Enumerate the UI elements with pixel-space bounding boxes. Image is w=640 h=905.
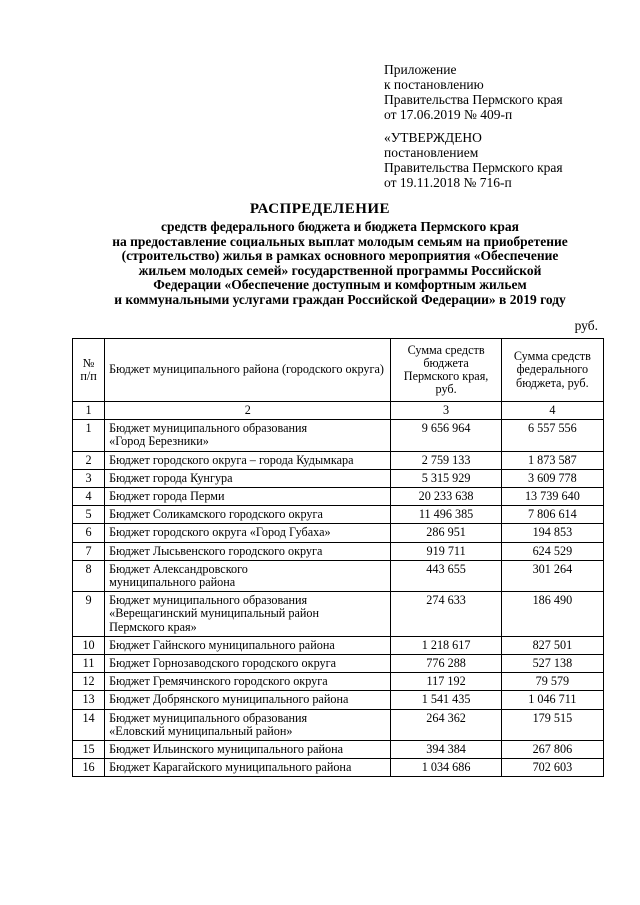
row-number: 5 [73,506,105,524]
budget-name-line: Бюджет Карагайского муниципального района [109,760,352,775]
approved-line: постановлением [384,145,479,160]
budget-name-line: Бюджет Соликамского городского округа [109,507,323,522]
index-cell: 1 [73,402,105,420]
table-index-row [73,402,604,420]
table-row [73,420,604,451]
budget-name-line: «Город Березники» [109,434,209,449]
budget-name-line: муниципального района [109,575,236,590]
table-row [73,560,604,591]
table-body [73,420,604,777]
row-budget-name [105,506,391,524]
row-budget-name [105,691,391,709]
budget-name-line: Бюджет Ильинского муниципального района [109,742,344,757]
table-row [73,542,604,560]
header-name: Бюджет муниципального района (городского округа) [105,339,391,402]
row-regional-amount: 5 315 929 [391,469,501,487]
row-federal-amount: 827 501 [501,636,603,654]
row-regional-amount: 1 218 617 [391,636,501,654]
row-regional-amount: 1 034 686 [391,759,501,777]
row-budget-name [105,673,391,691]
table-row [73,524,604,542]
row-regional-amount: 9 656 964 [391,420,501,451]
row-number: 9 [73,592,105,637]
row-regional-amount: 2 759 133 [391,451,501,469]
budget-name-line: Бюджет муниципального образования [109,421,308,436]
budget-name-line: Бюджет муниципального образования [109,710,308,725]
approved-line: Правительства Пермского края [384,160,563,175]
subtitle-line: (строительство) жилья в рамках основного мероприятия «Обеспечение [121,248,559,264]
table-row [73,488,604,506]
row-number: 16 [73,759,105,777]
row-number: 6 [73,524,105,542]
budget-name-line: Пермского края» [109,619,197,634]
row-budget-name [105,469,391,487]
row-budget-name [105,759,391,777]
row-federal-amount: 179 515 [501,709,603,740]
budget-name-line: Бюджет Лысьвенского городского округа [109,543,323,558]
row-number: 10 [73,636,105,654]
budget-name-line: Бюджет Горнозаводского городского округа [109,656,337,671]
subtitle-line: и коммунальными услугами граждан Российской Федерации» в 2019 году [114,291,566,307]
row-number: 1 [73,420,105,451]
row-number: 12 [73,673,105,691]
table-row [73,691,604,709]
row-budget-name [105,524,391,542]
header-federal: Сумма средств федерального бюджета, руб. [501,339,603,402]
row-regional-amount: 286 951 [391,524,501,542]
row-number: 3 [73,469,105,487]
annex-line: Приложение [384,62,457,77]
table-row [73,636,604,654]
approved-line: от 19.11.2018 № 716-п [384,175,512,190]
annex-line: Правительства Пермского края [384,92,563,107]
row-federal-amount: 267 806 [501,741,603,759]
row-regional-amount: 274 633 [391,592,501,637]
table-row [73,709,604,740]
row-number: 8 [73,560,105,591]
row-federal-amount: 1 873 587 [501,451,603,469]
budget-name-line: Бюджет Александровского [109,561,248,576]
row-regional-amount: 443 655 [391,560,501,591]
budget-name-line: «Еловский муниципальный район» [109,723,293,738]
index-cell: 2 [105,402,391,420]
budget-name-line: «Верещагинский муниципальный район [109,606,319,621]
row-federal-amount: 6 557 556 [501,420,603,451]
row-budget-name [105,636,391,654]
row-number: 14 [73,709,105,740]
row-budget-name [105,709,391,740]
row-budget-name [105,741,391,759]
row-federal-amount: 624 529 [501,542,603,560]
row-number: 13 [73,691,105,709]
row-budget-name [105,542,391,560]
table-row [73,469,604,487]
row-budget-name [105,560,391,591]
budget-name-line: Бюджет города Кунгура [109,470,233,485]
row-budget-name [105,655,391,673]
row-regional-amount: 20 233 638 [391,488,501,506]
distribution-table [72,338,604,777]
table-header-row [73,339,604,402]
annex-line: от 17.06.2019 № 409-п [384,107,513,122]
row-federal-amount: 3 609 778 [501,469,603,487]
row-regional-amount: 394 384 [391,741,501,759]
budget-name-line: Бюджет муниципального образования [109,593,308,608]
row-number: 4 [73,488,105,506]
row-federal-amount: 1 046 711 [501,691,603,709]
subtitle-line: жильем молодых семей» государственной программы Российской [138,262,542,278]
row-federal-amount: 186 490 [501,592,603,637]
row-federal-amount: 79 579 [501,673,603,691]
approved-line: «УТВЕРЖДЕНО [384,130,482,145]
budget-name-line: Бюджет города Перми [109,489,225,504]
row-regional-amount: 919 711 [391,542,501,560]
row-number: 15 [73,741,105,759]
table-row [73,759,604,777]
subtitle-line: средств федерального бюджета и бюджета Пермского края [161,219,519,234]
table-row [73,451,604,469]
budget-name-line: Бюджет Добрянского муниципального района [109,692,349,707]
row-budget-name [105,488,391,506]
budget-name-line: Бюджет городского округа «Город Губаха» [109,525,331,540]
row-federal-amount: 194 853 [501,524,603,542]
row-federal-amount: 702 603 [501,759,603,777]
row-budget-name [105,420,391,451]
document-subtitle [75,220,605,308]
annex-block [384,62,563,122]
currency-unit: руб. [574,318,598,333]
subtitle-line: Федерации «Обеспечение доступным и комфортным жильем [153,277,527,293]
row-federal-amount: 301 264 [501,560,603,591]
row-federal-amount: 13 739 640 [501,488,603,506]
index-cell: 3 [391,402,501,420]
annex-line: к постановлению [384,77,484,92]
row-budget-name [105,592,391,637]
row-regional-amount: 117 192 [391,673,501,691]
table-row [73,673,604,691]
row-federal-amount: 7 806 614 [501,506,603,524]
row-regional-amount: 264 362 [391,709,501,740]
approved-block [384,130,563,190]
subtitle-line: на предоставление социальных выплат молодым семьям на приобретение [112,233,568,249]
row-number: 11 [73,655,105,673]
row-number: 2 [73,451,105,469]
table-row [73,506,604,524]
table-row [73,592,604,637]
row-federal-amount: 527 138 [501,655,603,673]
row-number: 7 [73,542,105,560]
budget-name-line: Бюджет Гремячинского городского округа [109,674,328,689]
row-regional-amount: 776 288 [391,655,501,673]
document-title: РАСПРЕДЕЛЕНИЕ [249,201,391,217]
table-row [73,655,604,673]
index-cell: 4 [501,402,603,420]
row-budget-name [105,451,391,469]
budget-name-line: Бюджет Гайнского муниципального района [109,637,335,652]
row-regional-amount: 11 496 385 [391,506,501,524]
table-row [73,741,604,759]
header-regional: Сумма средств бюджета Пермского края, руб. [391,339,501,402]
budget-name-line: Бюджет городского округа – города Кудымкара [109,452,354,467]
row-regional-amount: 1 541 435 [391,691,501,709]
header-num: № п/п [73,339,105,402]
